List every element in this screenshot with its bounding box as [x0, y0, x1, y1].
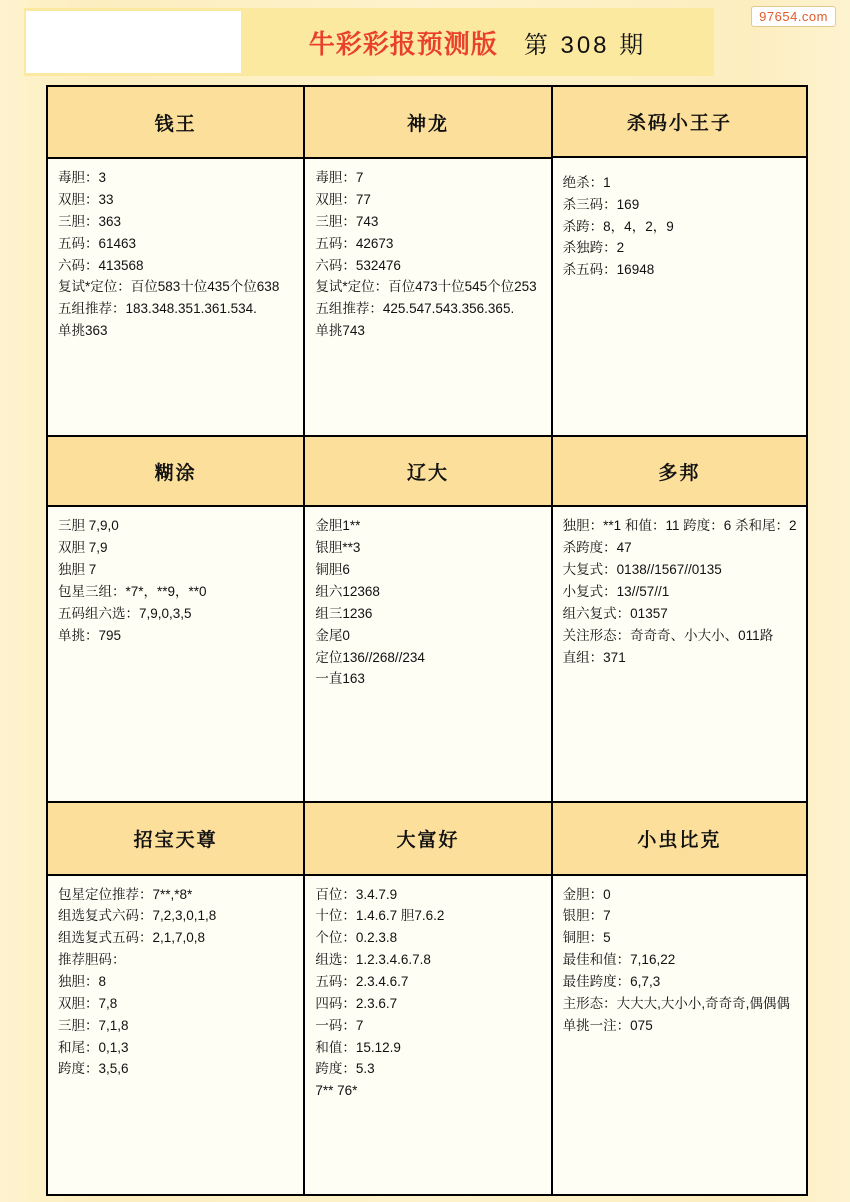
card-line: 十位：1.4.6.7 胆7.6.2 — [315, 908, 445, 924]
page-header — [24, 8, 714, 76]
card-line: 单挑：795 — [58, 627, 122, 643]
card-line: 独胆 7 — [58, 562, 97, 578]
card-line: 六码：413568 — [58, 257, 144, 273]
card-line: 小复式：13//57//1 — [562, 584, 670, 600]
card-line: 和值：15.12.9 — [315, 1039, 401, 1055]
card-title: 神龙 — [305, 87, 550, 159]
card-line: 直组：371 — [562, 649, 626, 665]
card-line: 组选复式五码：2,1,7,0,8 — [58, 930, 206, 946]
card-line: 大复式：0138//1567//0135 — [562, 562, 722, 578]
card-line: 五码：61463 — [58, 235, 137, 251]
page-title: 牛彩彩报预测版 — [308, 28, 498, 59]
card-line: 和尾：0,1,3 — [58, 1039, 129, 1055]
card-line: 双胆 7,9 — [58, 540, 108, 556]
card-line: 毒胆：7 — [315, 170, 364, 186]
card-body — [48, 507, 303, 801]
card-line: 双胆：7,8 — [58, 995, 118, 1011]
card-line: 7** 76* — [315, 1083, 358, 1099]
card-line: 五码：2.3.4.6.7 — [315, 974, 409, 990]
card-hutu — [48, 437, 305, 803]
card-line: 组选：1.2.3.4.6.7.8 — [315, 952, 431, 968]
card-line: 独胆：**1 和值：11 跨度：6 杀和尾：2 杀跨度：47 — [562, 518, 797, 556]
card-body — [305, 159, 550, 435]
grid-row — [48, 437, 808, 803]
card-line: 铜胆：5 — [562, 930, 611, 946]
card-line: 三胆 7,9,0 — [58, 518, 119, 534]
card-shama-xiaowangzi — [553, 87, 808, 437]
card-line: 毒胆：3 — [58, 170, 107, 186]
card-line: 组六12368 — [315, 584, 380, 600]
card-line: 六码：532476 — [315, 257, 401, 273]
watermark-label: 97654.com — [751, 6, 836, 27]
card-line: 跨度：3,5,6 — [58, 1061, 129, 1077]
header-title-wrap — [241, 24, 714, 61]
card-liaoda — [305, 437, 552, 803]
card-shenlong — [305, 87, 552, 437]
card-xiaochong-bike — [553, 803, 808, 1196]
card-qianwang — [48, 87, 305, 437]
card-body — [48, 159, 303, 435]
card-line: 银胆：7 — [562, 908, 611, 924]
card-title: 糊涂 — [48, 437, 303, 507]
card-line: 单挑363 — [58, 323, 108, 339]
card-title: 钱王 — [48, 87, 303, 159]
card-line: 五组推荐：425.547.543.356.365. — [315, 301, 515, 317]
card-line: 单挑一注：075 — [562, 1017, 653, 1033]
card-title: 大富好 — [305, 803, 550, 876]
card-line: 推荐胆码： — [58, 952, 126, 968]
card-line: 组六复式：01357 — [562, 605, 668, 621]
card-zhaobao-tianzun — [48, 803, 305, 1196]
card-line: 四码：2.3.6.7 — [315, 995, 398, 1011]
forecast-grid — [46, 85, 808, 1196]
issue-number: 第 308 期 — [523, 31, 647, 59]
card-line: 五码组六选：7,9,0,3,5 — [58, 605, 192, 621]
card-line: 包星定位推荐：7**,*8* — [58, 886, 193, 902]
card-line: 单挑743 — [315, 323, 365, 339]
card-line: 一码：7 — [315, 1017, 364, 1033]
card-line: 杀跨：8，4，2，9 — [562, 218, 674, 234]
card-line: 双胆：77 — [315, 192, 371, 208]
card-line: 绝杀：1 — [562, 174, 611, 190]
card-body — [553, 158, 806, 435]
card-line: 最佳和值：7,16,22 — [562, 952, 676, 968]
card-dafuhao — [305, 803, 552, 1196]
card-line: 铜胆6 — [315, 562, 350, 578]
card-line: 银胆**3 — [315, 540, 361, 556]
card-body — [553, 507, 806, 801]
card-line: 组选复式六码：7,2,3,0,1,8 — [58, 908, 217, 924]
card-line: 最佳跨度：6,7,3 — [562, 974, 661, 990]
card-line: 组三1236 — [315, 605, 373, 621]
card-title: 杀码小王子 — [553, 87, 806, 158]
card-line: 复试*定位：百位473十位545个位253 — [315, 279, 537, 295]
card-line: 关注形态：奇奇奇、小大小、011路 — [562, 627, 774, 643]
card-line: 杀三码：169 — [562, 196, 640, 212]
card-line: 五组推荐：183.348.351.361.534. — [58, 301, 257, 317]
card-body — [553, 876, 806, 1194]
card-line: 三胆：743 — [315, 213, 379, 229]
card-line: 金胆1** — [315, 518, 361, 534]
card-line: 三胆：7,1,8 — [58, 1017, 129, 1033]
card-line: 复试*定位：百位583十位435个位638 — [58, 279, 280, 295]
card-line: 百位：3.4.7.9 — [315, 886, 398, 902]
card-line: 金尾0 — [315, 627, 350, 643]
card-line: 杀独跨：2 — [562, 240, 625, 256]
card-line: 三胆：363 — [58, 213, 122, 229]
card-line: 定位136//268//234 — [315, 649, 425, 665]
card-line: 个位：0.2.3.8 — [315, 930, 398, 946]
card-line: 双胆：33 — [58, 192, 114, 208]
card-line: 主形态：大大大,大小小,奇奇奇,偶偶偶 — [562, 995, 790, 1011]
card-line: 一直163 — [315, 671, 365, 687]
header-logo-placeholder — [26, 11, 241, 73]
card-line: 独胆：8 — [58, 974, 107, 990]
card-duobang — [553, 437, 808, 803]
card-body — [305, 876, 550, 1194]
card-body — [48, 876, 303, 1194]
card-title: 招宝天尊 — [48, 803, 303, 876]
grid-row — [48, 87, 808, 437]
grid-row — [48, 803, 808, 1196]
card-body — [305, 507, 550, 801]
card-title: 多邦 — [553, 437, 806, 507]
card-line: 金胆：0 — [562, 886, 611, 902]
card-title: 辽大 — [305, 437, 550, 507]
card-title: 小虫比克 — [553, 803, 806, 876]
card-line: 五码：42673 — [315, 235, 394, 251]
card-line: 跨度：5.3 — [315, 1061, 375, 1077]
card-line: 包星三组：*7*，**9，**0 — [58, 584, 207, 600]
card-line: 杀五码：16948 — [562, 262, 655, 278]
